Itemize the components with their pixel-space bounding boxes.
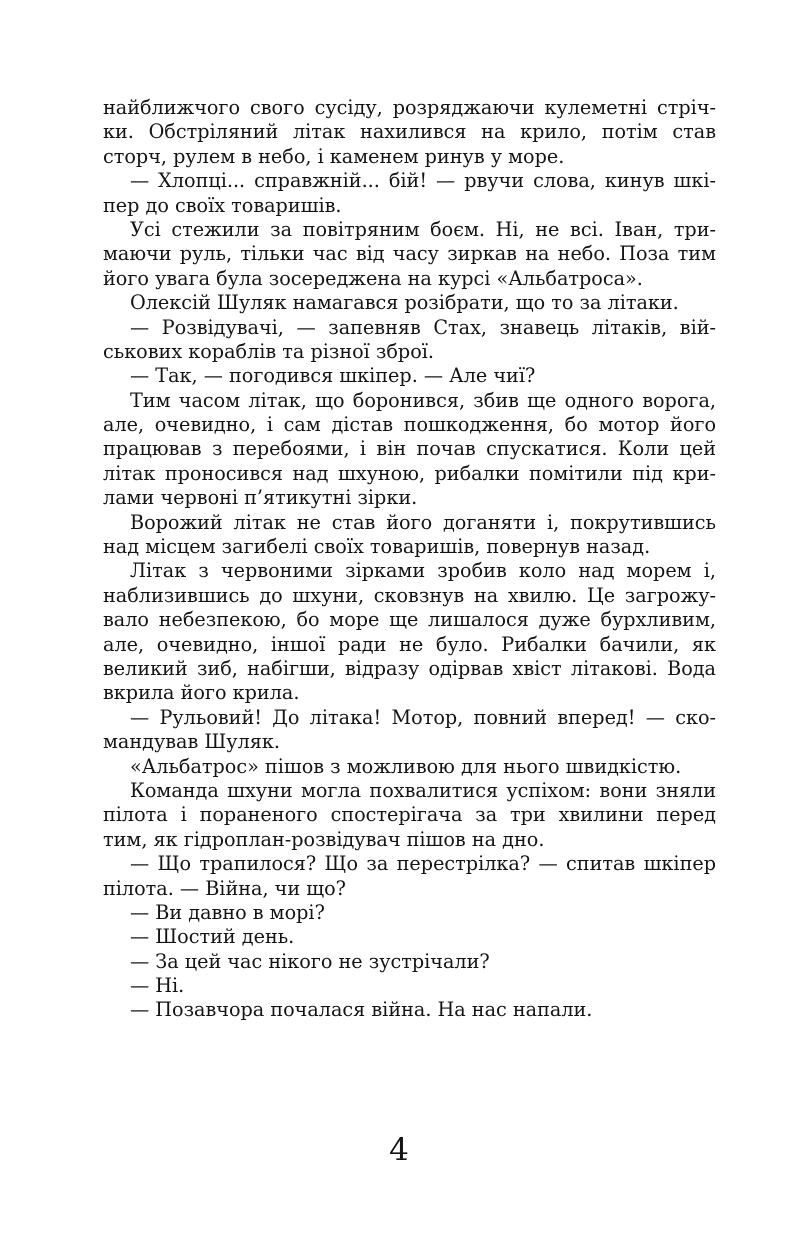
text-line: літак проносився над шхуною, рибалки помітили під кри- xyxy=(103,461,716,485)
text-line: Літак з червоними зірками зробив коло над морем і, xyxy=(130,559,716,583)
text-line: але, очевидно, іншої ради не було. Рибалки бачили, як xyxy=(103,632,716,656)
text-line: — Так, — погодився шкіпер. — Але чиї? xyxy=(130,364,536,388)
text-line: пілота і пораненого спостерігача за три хвилини перед xyxy=(103,803,716,827)
page-number: 4 xyxy=(389,1132,409,1168)
text-line: працював з перебоями, і він почав спускатися. Коли цей xyxy=(103,437,716,461)
text-line: — Ні. xyxy=(130,974,185,998)
text-line: його увага була зосереджена на курсі «Альбатроса». xyxy=(103,266,643,290)
text-line: над місцем загибелі своїх товаришів, повернув назад. xyxy=(103,535,651,559)
text-line: — Позавчора почалася війна. На нас напали. xyxy=(130,998,593,1022)
text-line: вкрила його крила. xyxy=(103,681,300,705)
text-line: пер до своїх товаришів. xyxy=(103,193,342,217)
text-line: пілота. — Війна, чи що? xyxy=(103,876,346,900)
text-line: сторч, рулем в небо, і каменем ринув у море. xyxy=(103,144,565,168)
text-line: але, очевидно, і сам дістав пошкодження, бо мотор його xyxy=(103,413,716,437)
text-line: лами червоні п’ятикутні зірки. xyxy=(103,486,418,510)
text-line: тим, як гідроплан-розвідувач пішов на дно. xyxy=(103,827,545,851)
text-line: Команда шхуни могла похвалитися успіхом: вони зняли xyxy=(130,778,716,802)
text-line: — Шостий день. xyxy=(130,925,295,949)
text-line: великий зиб, набігши, відразу одірвав хвіст літакові. Вода xyxy=(103,656,716,680)
text-line: — Що трапилося? Що за перестрілка? — спитав шкіпер xyxy=(130,852,716,876)
text-line: Усі стежили за повітряним боєм. Ні, не всі. Іван, три- xyxy=(130,217,716,241)
text-line: найближчого свого сусіду, розряджаючи кулеметні стріч- xyxy=(103,96,716,119)
text-line: мандував Шуляк. xyxy=(103,730,280,754)
text-line: маючи руль, тільки час від часу зиркав на небо. Поза тим xyxy=(103,242,716,266)
page-text-block xyxy=(103,96,716,1023)
text-line: «Альбатрос» пішов з можливою для нього швидкістю. xyxy=(130,754,682,778)
text-line: наблизившись до шхуни, сковзнув на хвилю. Це загрожу- xyxy=(103,583,716,607)
text-line: Тим часом літак, що боронився, збив ще одного ворога, xyxy=(130,388,716,412)
text-line: ки. Обстріляний літак нахилився на крило, потім став xyxy=(103,120,716,144)
text-line: — Розвідувачі, — запевняв Стах, знавець літаків, вій- xyxy=(130,315,716,339)
text-line: — За цей час нікого не зустрічали? xyxy=(130,949,490,973)
text-line: — Хлопці... справжній... бій! — рвучи слова, кинув шкі- xyxy=(130,169,716,193)
text-line: Олексій Шуляк намагався розібрати, що то за літаки. xyxy=(130,291,679,315)
text-line: вало небезпекою, бо море ще лишалося дуже бурхливим, xyxy=(103,608,716,632)
text-line: ськових кораблів та різної зброї. xyxy=(103,339,434,363)
text-line: — Ви давно в морі? xyxy=(130,900,325,924)
text-line: Ворожий літак не став його доганяти і, покрутившись xyxy=(130,510,716,534)
text-line: — Рульовий! До літака! Мотор, повний вперед! — ско- xyxy=(130,705,716,729)
